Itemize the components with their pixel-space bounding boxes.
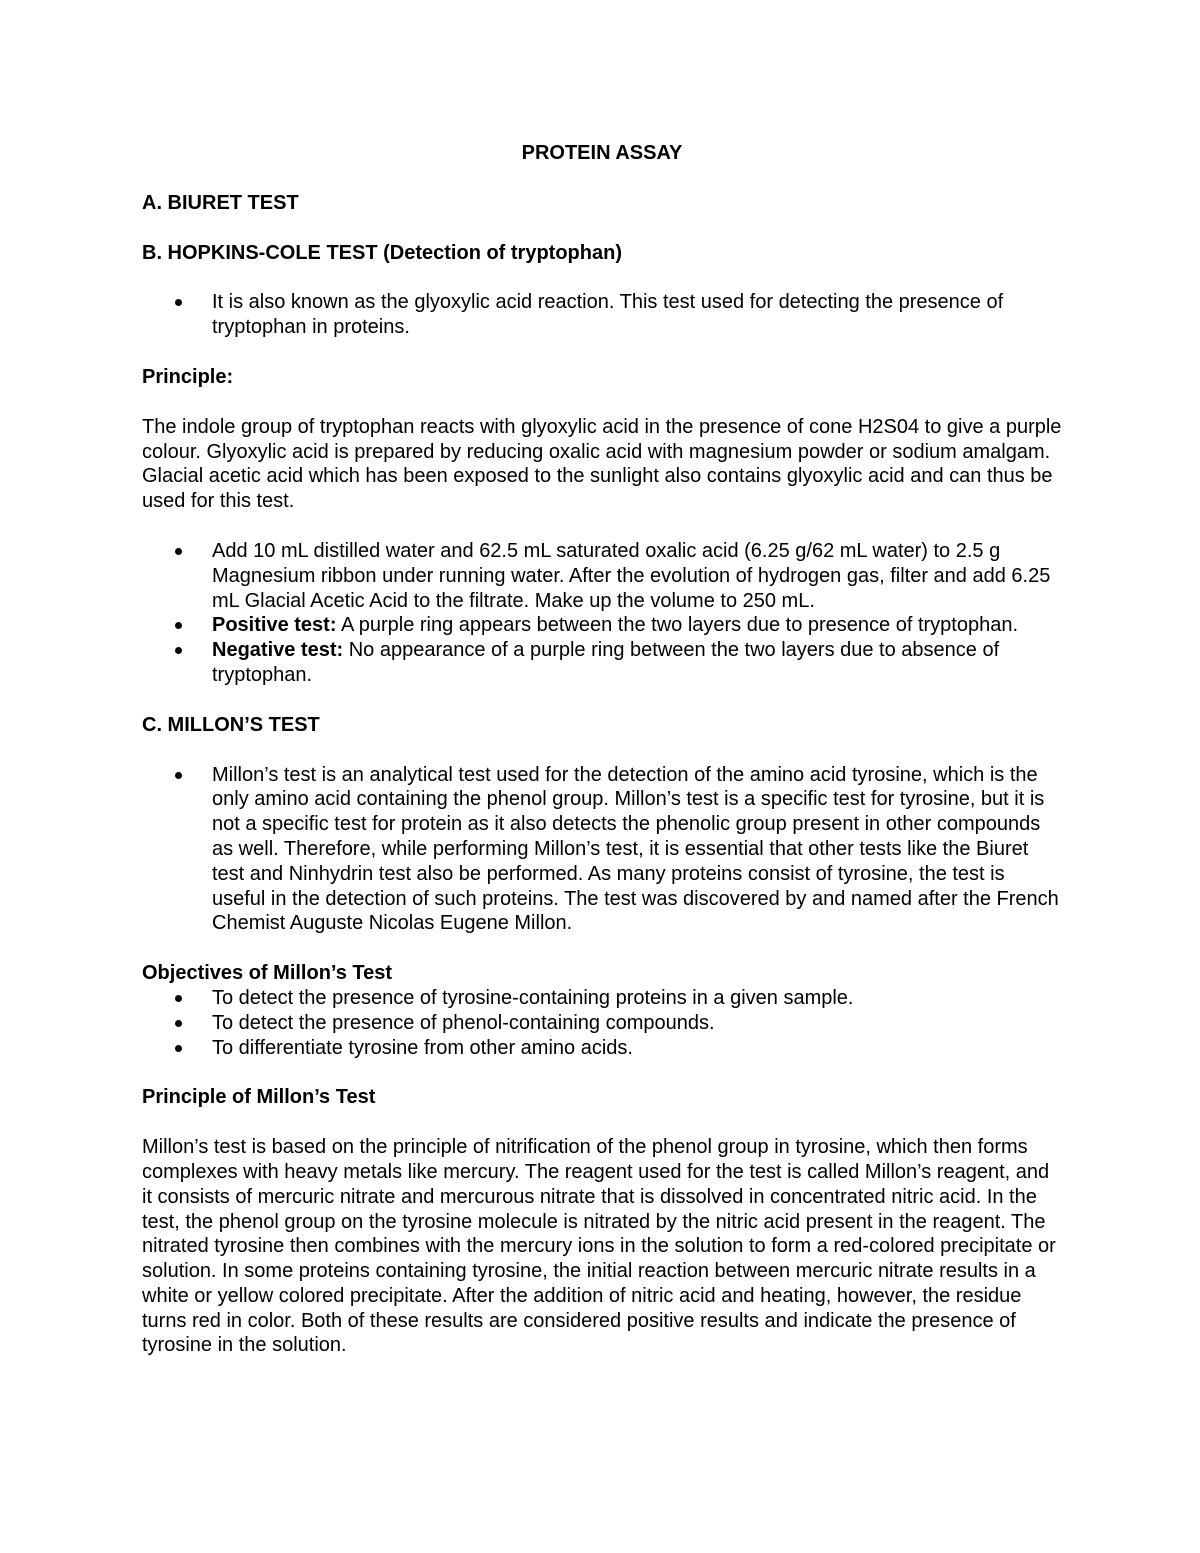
bullet-icon <box>175 995 182 1002</box>
positive-test-text: A purple ring appears between the two layers due to presence of tryptophan. <box>336 614 1019 637</box>
section-b-intro-list <box>142 290 1062 340</box>
bullet-icon <box>175 772 182 779</box>
bullet-icon <box>175 622 182 629</box>
principle-heading: Principle: <box>142 365 234 388</box>
section-a-heading: A. BIURET TEST <box>142 191 299 214</box>
objective-text: To differentiate tyrosine from other amino acids. <box>212 1036 633 1059</box>
list-item <box>142 290 1062 340</box>
section-c-intro-list <box>142 763 1062 937</box>
principle-paragraph: The indole group of tryptophan reacts with glyoxylic acid in the presence of cone H2S04 to give a purple colour. Glyoxylic acid is prepared by reducing oxalic acid with magnesium powder or sodium amalgam. Glacial acetic acid which has been exposed to the sunlight also contains glyoxylic acid and can thus be used for this test. <box>142 415 1062 513</box>
section-b-heading: B. HOPKINS-COLE TEST (Detection of tryptophan) <box>142 241 622 264</box>
bullet-icon <box>175 548 182 555</box>
list-item-text: Millon’s test is an analytical test used for the detection of the amino acid tyrosine, which is the only amino acid containing the phenol group. Millon’s test is a specific test for tyrosine, but it is not a specific test for protein as it also detects the phenolic group present in other compounds as well. Therefore, while performing Millon’s test, it is essential that other tests like the Biuret test and Ninhydrin test also be performed. As many proteins consist of tyrosine, the test is useful in the detection of such proteins. The test was discovered by and named after the French Chemist Auguste Nicolas Eugene Millon. <box>212 763 1059 935</box>
list-item <box>142 1011 1062 1036</box>
list-item <box>142 1036 1062 1061</box>
list-item <box>142 763 1062 937</box>
millon-principle-paragraph: Millon’s test is based on the principle of nitrification of the phenol group in tyrosine, which then forms complexes with heavy metals like mercury. The reagent used for the test is called Millon’s reagent, and it consists of mercuric nitrate and mercurous nitrate that is dissolved in concentrated nitric acid. In the test, the phenol group on the tyrosine molecule is nitrated by the nitric acid present in the reagent. The nitrated tyrosine then combines with the mercury ions in the solution to form a red-colored precipitate or solution. In some proteins containing tyrosine, the initial reaction between mercuric nitrate results in a white or yellow colored precipitate. After the addition of nitric acid and heating, however, the residue turns red in color. Both of these results are considered positive results and indicate the presence of tyrosine in the solution. <box>142 1136 1056 1357</box>
objective-text: To detect the presence of tyrosine-containing proteins in a given sample. <box>212 986 854 1009</box>
procedure-text: Add 10 mL distilled water and 62.5 mL saturated oxalic acid (6.25 g/62 mL water) to 2.5 g Magnesium ribbon under running water. After the evolution of hydrogen gas, filter and add 6.25 mL Glacial Acetic Acid to the filtrate. Make up the volume to 250 mL. <box>212 539 1051 612</box>
list-item <box>142 539 1062 613</box>
section-c-heading: C. MILLON’S TEST <box>142 713 320 736</box>
bullet-icon <box>175 299 182 306</box>
millon-principle-heading: Principle of Millon’s Test <box>142 1086 376 1109</box>
document-title: PROTEIN ASSAY <box>521 142 683 164</box>
list-item <box>142 613 1062 638</box>
positive-test-label: Positive test: <box>212 614 337 637</box>
bullet-icon <box>175 1020 182 1027</box>
list-item <box>142 638 1062 688</box>
objectives-heading: Objectives of Millon’s Test <box>142 962 393 985</box>
negative-test-label: Negative test: <box>212 639 344 662</box>
bullet-icon <box>175 1045 182 1052</box>
list-item <box>142 986 1062 1011</box>
document-page <box>142 141 1062 1383</box>
procedure-list <box>142 539 1062 688</box>
bullet-icon <box>175 647 182 654</box>
negative-test-text: No appearance of a purple ring between the two layers due to absence of tryptophan. <box>212 639 1000 686</box>
objectives-list <box>142 986 1062 1060</box>
list-item-text: It is also known as the glyoxylic acid reaction. This test used for detecting the presence of tryptophan in proteins. <box>212 291 1004 339</box>
objective-text: To detect the presence of phenol-containing compounds. <box>212 1011 715 1034</box>
